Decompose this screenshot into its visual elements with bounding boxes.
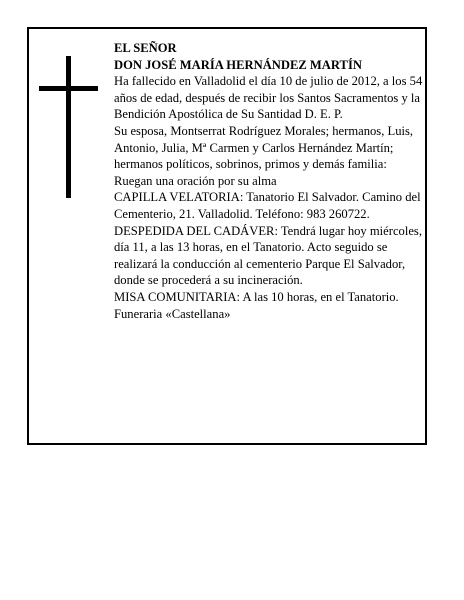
family-list: Su esposa, Montserrat Rodríguez Morales; hermanos, Luis, Antonio, Julia, Mª Carmen y Carlos Hernández Martín; hermanos políticos, sobrinos, primos y demás familia:: [114, 123, 414, 172]
notice-title: EL SEÑOR: [114, 41, 177, 55]
cross-vertical-bar: [66, 56, 71, 198]
prayer-request: Ruegan una oración por su alma: [114, 173, 277, 188]
obituary-notice: [27, 27, 427, 445]
deceased-name: DON JOSÉ MARÍA HERNÁNDEZ MARTÍN: [114, 57, 362, 72]
death-announcement: Ha fallecido en Valladolid el día 10 de julio de 2012, a los 54 años de edad, después de recibir los Santos Sacramentos y la Bendición Apostólica de Su Santidad D. E. P.: [114, 74, 423, 122]
funeral-home: Funeraria «Castellana»: [114, 306, 231, 321]
farewell-info: DESPEDIDA DEL CADÁVER: Tendrá lugar hoy miércoles, día 11, a las 13 horas, en el Tanatorio. Acto seguido se realizará la conducción al cementerio Parque El Salvador, donde se procederá a su incineración.: [114, 223, 422, 288]
cross-horizontal-bar: [39, 86, 98, 91]
cross-icon: [39, 56, 98, 198]
notice-text: [114, 40, 426, 322]
mass-info: MISA COMUNITARIA: A las 10 horas, en el Tanatorio.: [114, 289, 399, 304]
wake-chapel-info: CAPILLA VELATORIA: Tanatorio El Salvador. Camino del Cementerio, 21. Valladolid. Teléfono: 983 260722.: [114, 190, 421, 221]
